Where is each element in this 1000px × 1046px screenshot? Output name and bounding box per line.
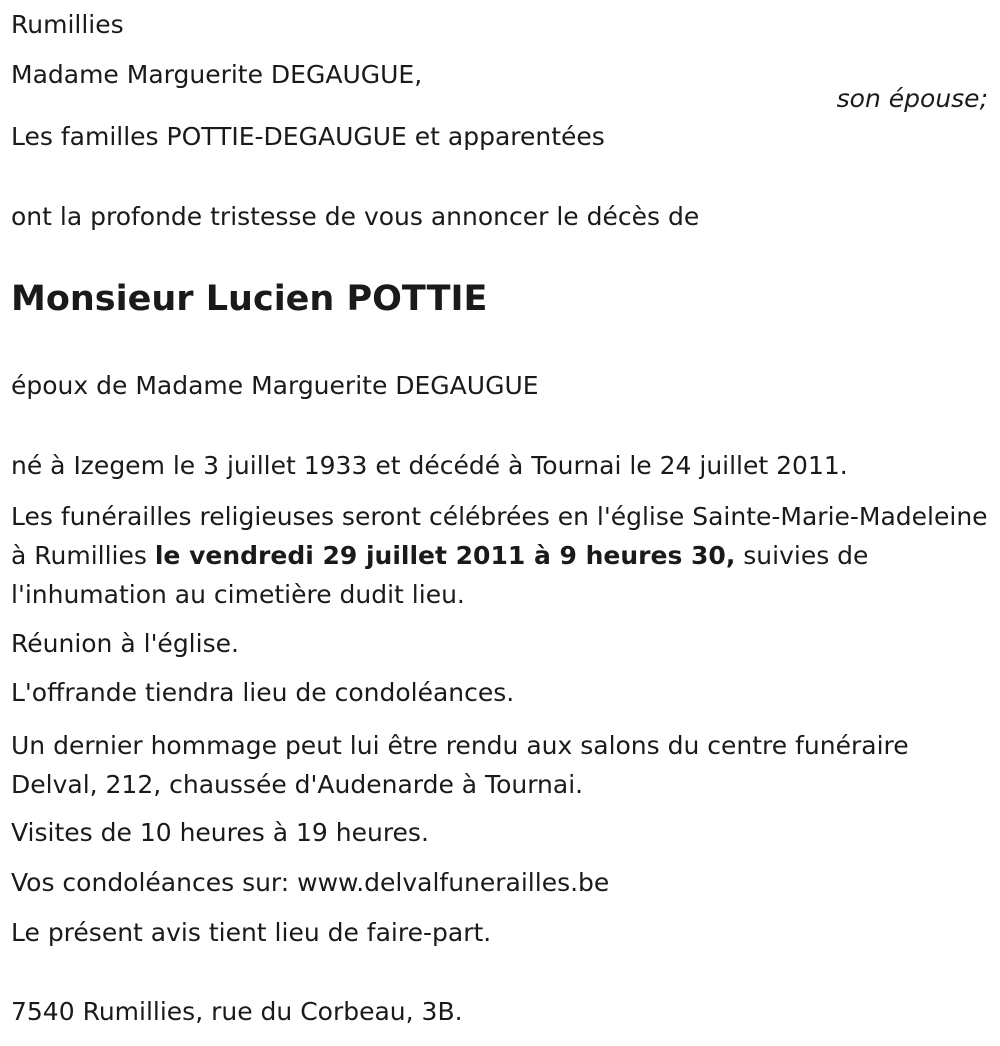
announcement-line: ont la profonde tristesse de vous annoncer le décès de bbox=[11, 202, 700, 231]
husband-of-line: époux de Madame Marguerite DEGAUGUE bbox=[11, 371, 539, 400]
homage-paragraph: Un dernier hommage peut lui être rendu aux salons du centre funéraire Delval, 212, chaussée d'Audenarde à Tournai. bbox=[11, 731, 909, 799]
spouse-name: Madame Marguerite DEGAUGUE, bbox=[11, 60, 423, 89]
notice-line: Le présent avis tient lieu de faire-part. bbox=[11, 918, 492, 947]
visits-line: Visites de 10 heures à 19 heures. bbox=[11, 818, 429, 847]
condolences-line: Vos condoléances sur: www.delvalfunerailles.be bbox=[11, 868, 610, 897]
offering-line: L'offrande tiendra lieu de condoléances. bbox=[11, 678, 515, 707]
funeral-text-post: suivies de l'inhumation au cimetière dudit lieu. bbox=[11, 541, 869, 609]
deceased-name: Monsieur Lucien POTTIE bbox=[11, 279, 488, 319]
funeral-text-pre: Les funérailles religieuses seront célébrées en l'église Sainte-Marie-Madeleine à Rumillies bbox=[11, 502, 988, 570]
birth-death-line: né à Izegem le 3 juillet 1933 et décédé à Tournai le 24 juillet 2011. bbox=[11, 451, 848, 480]
families-line: Les familles POTTIE-DEGAUGUE et apparentées bbox=[11, 122, 605, 151]
funeral-date-time: le vendredi 29 juillet 2011 à 9 heures 30, bbox=[154, 541, 736, 570]
spouse-role: son épouse; bbox=[836, 84, 988, 113]
address-line: 7540 Rumillies, rue du Corbeau, 3B. bbox=[11, 997, 463, 1026]
funeral-paragraph bbox=[11, 497, 996, 614]
location-heading: Rumillies bbox=[11, 10, 124, 39]
meeting-line: Réunion à l'église. bbox=[11, 629, 239, 658]
